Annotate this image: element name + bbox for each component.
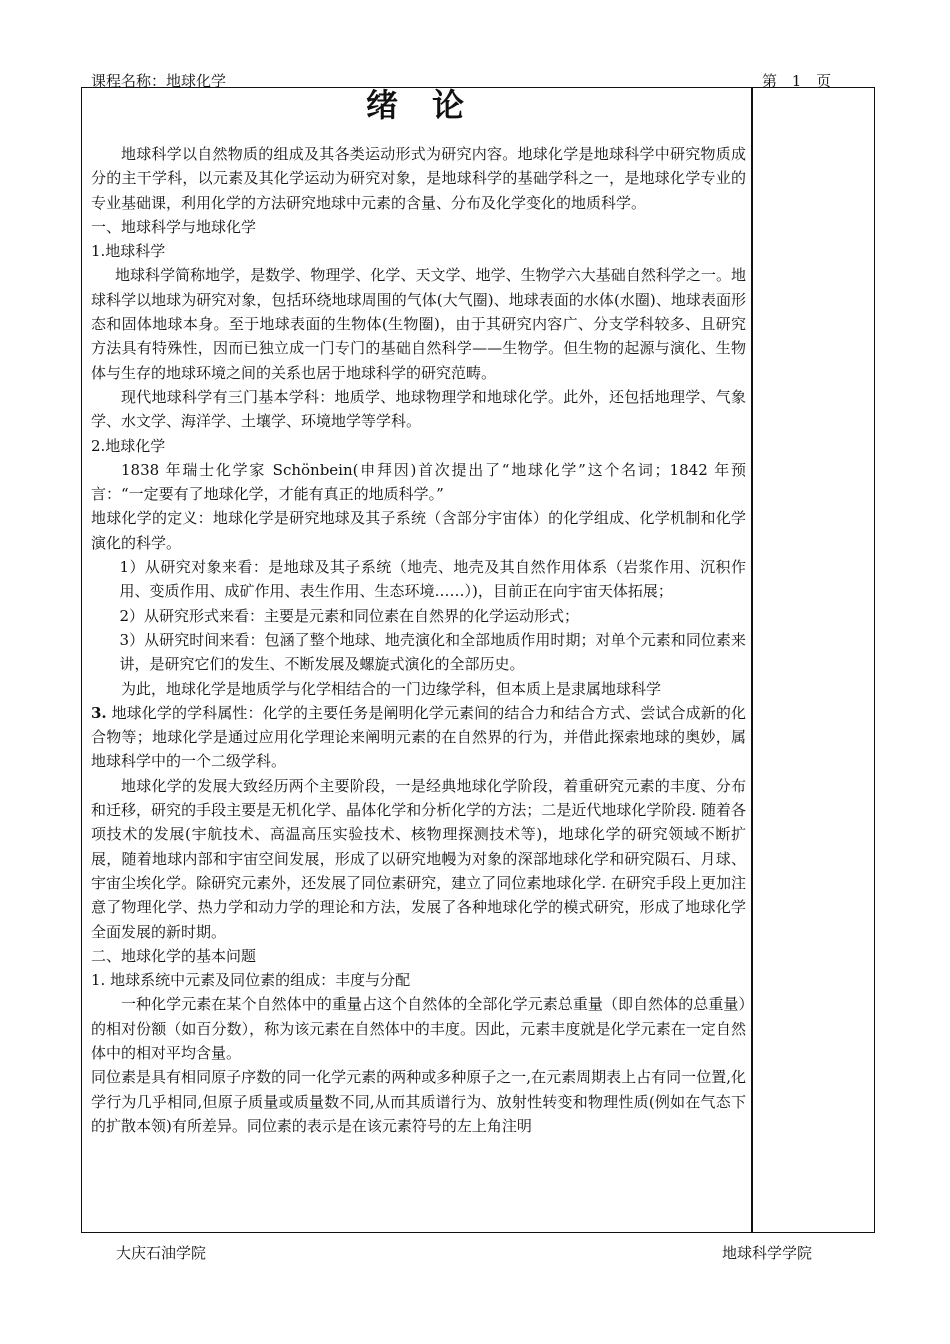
definition-paragraph: 地球化学的定义：地球化学是研究地球及其子系统（含部分宇宙体）的化学组成、化学机制和化学演化的科学。 — [91, 509, 746, 552]
section-heading-2: 二、地球化学的基本问题 — [91, 946, 257, 965]
footer-department: 地球科学学院 — [722, 1244, 813, 1262]
schonbein-paragraph: 1838 年瑞士化学家 Schönbein(申拜因)首次提出了“地球化学”这个名词；1842 年预言：“一定要有了地球化学，才能有真正的地质科学。” — [91, 460, 746, 504]
list-item-object: 1）从研究对象来看：是地球及其子系统（地壳、地壳及其自然作用体系（岩浆作用、沉积作用、变质作用、成矿作用、表生作用、生态环境……）)，目前正在向宇宙天体拓展； — [119, 558, 746, 601]
section-heading-1: 一、地球科学与地球化学 — [91, 217, 257, 236]
item-number-3: 3. — [91, 703, 107, 722]
list-item-form: 2）从研究形式来看：主要是元素和同位素在自然界的化学运动形式； — [119, 606, 580, 625]
list-item-time: 3）从研究时间来看：包涵了整个地球、地壳演化和全部地质作用时期；对单个元素和同位素来讲，是研究它们的发生、不断发展及螺旋式演化的全部历史。 — [119, 630, 746, 674]
main-text-column — [91, 142, 746, 1138]
discipline-attribute-paragraph — [91, 701, 746, 774]
discipline-attribute-text: 地球化学的学科属性：化学的主要任务是阐明化学元素间的结合力和结合方式、尝试合成新的化合物等；地球化学是通过应用化学理论来阐明元素的在自然界的行为，并借此探索地球的奥妙，属地球科学中的一个二级学科。 — [91, 703, 746, 771]
page-number-header: 第 1 页 — [762, 72, 832, 90]
footer-school: 大庆石油学院 — [116, 1244, 207, 1262]
development-paragraph: 地球化学的发展大致经历两个主要阶段，一是经典地球化学阶段，着重研究元素的丰度、分布和迁移，研究的手段主要是无机化学、晶体化学和分析化学的方法；二是近代地球化学阶段. 随着各项技术的发展(宇航技术、高温高压实验技术、核物理探测技术等)，地球化学的研究领域不断扩展，随着地球内部和宇宙空间发展，形成了以研究地幔为对象的深部地球化学和研究陨石、月球、宇宙尘埃化学。除研究元素外，还发展了同位素研究，建立了同位素地球化学. 在研究手段上更加注意了物理化学、热力学和动力学的理论和方法，发展了各种地球化学的模式研究，形成了地球化学全面发展的新时期。 — [91, 776, 746, 941]
isotope-paragraph: 同位素是具有相同原子序数的同一化学元素的两种或多种原子之一,在元素周期表上占有同一位置,化学行为几乎相同,但原子质量或质量数不同,从而其质谱行为、放射性转变和物理性质(例如在气态下的扩散本领)有所差异。同位素的表示是在该元素符号的左上角注明 — [91, 1068, 746, 1135]
subsection-heading-geochemistry: 2.地球化学 — [91, 436, 166, 455]
margin-column-divider — [751, 87, 753, 1233]
abundance-paragraph: 一种化学元素在某个自然体中的重量占这个自然体的全部化学元素总重量（即自然体的总重量）的相对份额（如百分数），称为该元素在自然体中的丰度。因此，元素丰度就是化学元素在一定自然体中的相对平均含量。 — [91, 995, 746, 1062]
chapter-title: 绪论 — [366, 86, 499, 124]
subsection-heading-earth-science: 1.地球科学 — [91, 242, 166, 261]
modern-earth-science-paragraph: 现代地球科学有三门基本学科：地质学、地球物理学和地球化学。此外，还包括地理学、气象学、水文学、海洋学、土壤学、环境地学等学科。 — [91, 387, 746, 431]
earth-science-paragraph: 地球科学简称地学，是数学、物理学、化学、天文学、地学、生物学六大基础自然科学之一。地球科学以地球为研究对象，包括环绕地球周围的气体(大气圈)、地球表面的水体(水圈)、地球表面形态和固体地球本身。至于地球表面的生物体(生物圈)，由于其研究内容广、分支学科较多、且研究方法具有特殊性，因而已独立成一门专门的基础自然科学——生物学。但生物的起源与演化、生物体与生存的地球环境之间的关系也居于地球科学的研究范畴。 — [91, 266, 746, 382]
intro-paragraph: 地球科学以自然物质的组成及其各类运动形式为研究内容。地球化学是地球科学中研究物质成分的主干学科，以元素及其化学运动为研究对象，是地球科学的基础学科之一，是地球化学专业的专业基础课，利用化学的方法研究地球中元素的含量、分布及化学变化的地质科学。 — [91, 145, 746, 212]
course-name-header: 课程名称：地球化学 — [91, 72, 227, 90]
conclusion-paragraph: 为此，地球化学是地质学与化学相结合的一门边缘学科，但本质上是隶属地球科学 — [121, 679, 662, 698]
subsection-heading-abundance: 1. 地球系统中元素及同位素的组成：丰度与分配 — [91, 971, 411, 990]
